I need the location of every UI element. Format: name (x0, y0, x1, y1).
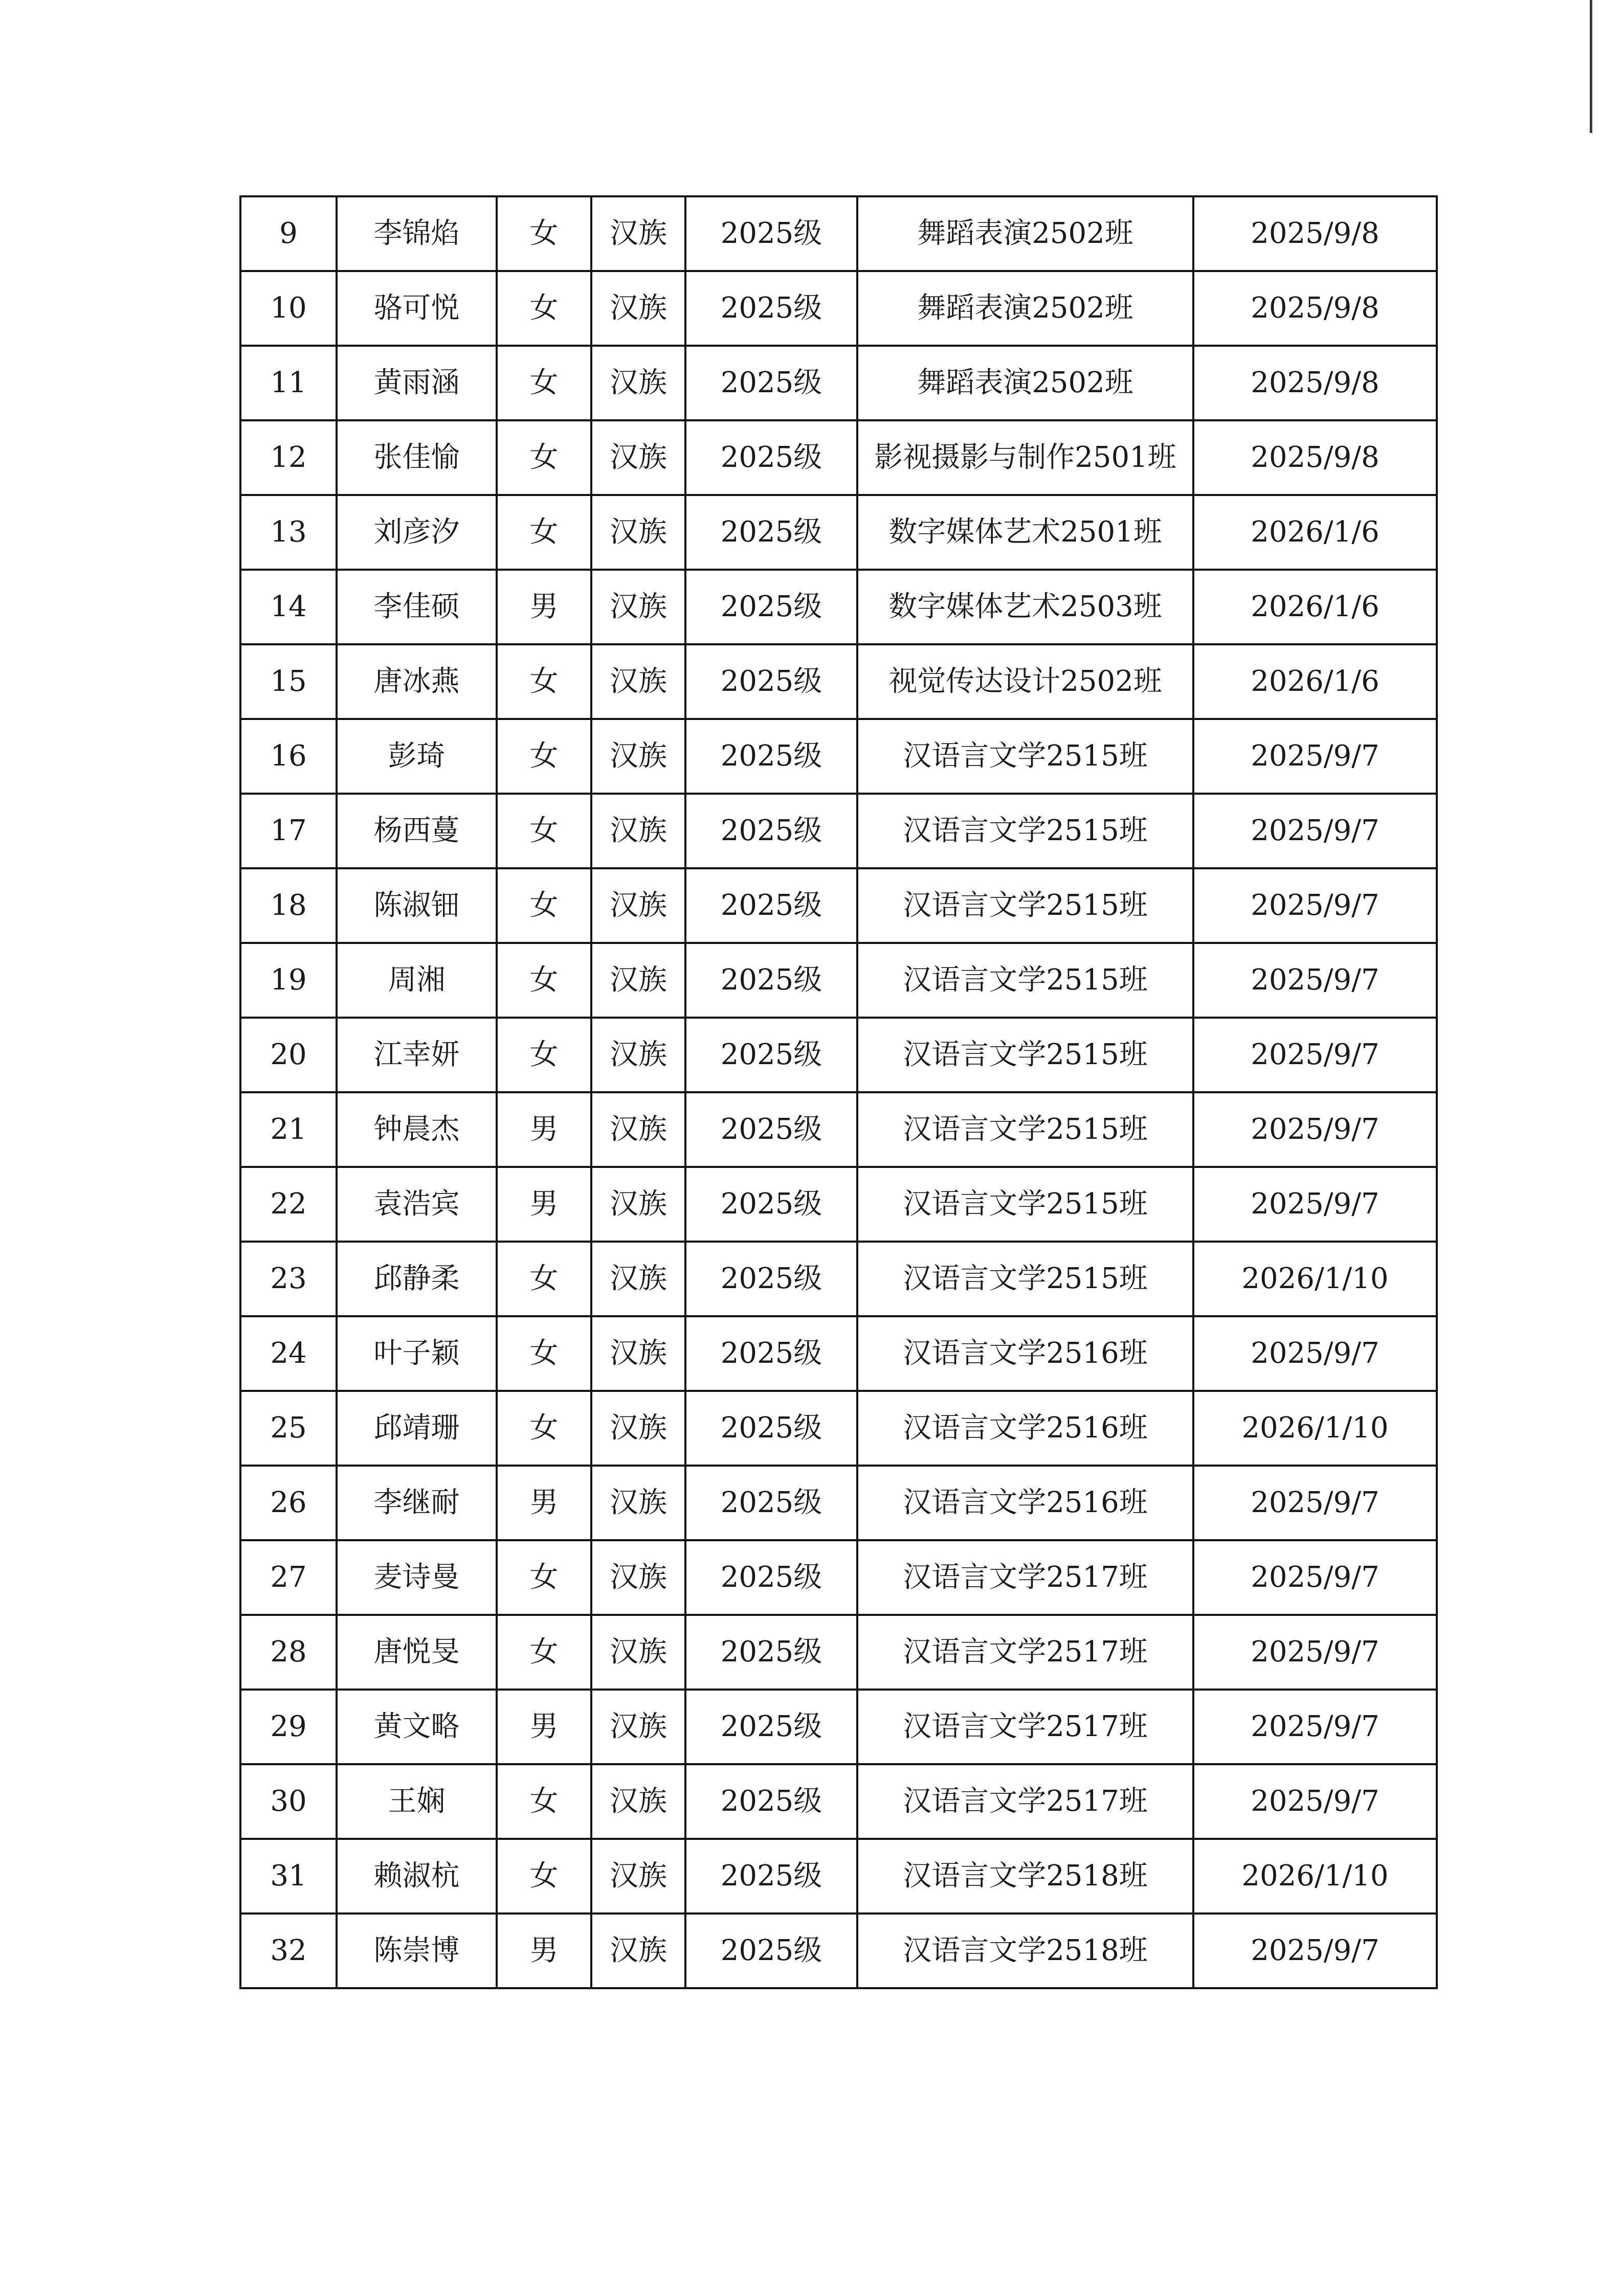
ethnicity-cell: 汉族 (591, 1839, 685, 1914)
table-row (240, 1316, 1437, 1391)
class-cell: 汉语言文学2517班 (857, 1615, 1193, 1690)
grade-cell: 2025级 (685, 1540, 857, 1615)
student-name-cell: 叶子颖 (337, 1316, 497, 1391)
grade-cell: 2025级 (685, 495, 857, 570)
row-number-cell: 23 (240, 1242, 337, 1316)
date-cell: 2026/1/6 (1193, 570, 1437, 644)
class-cell: 数字媒体艺术2501班 (857, 495, 1193, 570)
student-name-cell: 杨西蔓 (337, 794, 497, 868)
gender-cell: 女 (497, 794, 591, 868)
row-number-cell: 18 (240, 868, 337, 943)
class-cell: 汉语言文学2518班 (857, 1839, 1193, 1914)
class-cell: 汉语言文学2517班 (857, 1540, 1193, 1615)
gender-cell: 女 (497, 420, 591, 495)
gender-cell: 男 (497, 1466, 591, 1540)
table-row (240, 1167, 1437, 1242)
grade-cell: 2025级 (685, 1764, 857, 1839)
grade-cell: 2025级 (685, 1167, 857, 1242)
date-cell: 2025/9/7 (1193, 719, 1437, 794)
student-name-cell: 赖淑杭 (337, 1839, 497, 1914)
ethnicity-cell: 汉族 (591, 644, 685, 719)
table-row (240, 1914, 1437, 1988)
ethnicity-cell: 汉族 (591, 1540, 685, 1615)
date-cell: 2025/9/7 (1193, 1764, 1437, 1839)
row-number-cell: 12 (240, 420, 337, 495)
class-cell: 汉语言文学2516班 (857, 1391, 1193, 1466)
student-name-cell: 钟晨杰 (337, 1092, 497, 1167)
grade-cell: 2025级 (685, 644, 857, 719)
row-number-cell: 26 (240, 1466, 337, 1540)
scan-edge-mark (1590, 0, 1592, 133)
gender-cell: 女 (497, 868, 591, 943)
row-number-cell: 28 (240, 1615, 337, 1690)
ethnicity-cell: 汉族 (591, 1316, 685, 1391)
date-cell: 2025/9/7 (1193, 1167, 1437, 1242)
date-cell: 2025/9/7 (1193, 1018, 1437, 1092)
student-name-cell: 李锦焰 (337, 196, 497, 271)
class-cell: 影视摄影与制作2501班 (857, 420, 1193, 495)
student-name-cell: 陈淑钿 (337, 868, 497, 943)
grade-cell: 2025级 (685, 1690, 857, 1764)
table-row (240, 271, 1437, 346)
table-row (240, 346, 1437, 420)
class-cell: 汉语言文学2515班 (857, 1018, 1193, 1092)
ethnicity-cell: 汉族 (591, 1242, 685, 1316)
student-name-cell: 周湘 (337, 943, 497, 1018)
date-cell: 2025/9/7 (1193, 868, 1437, 943)
ethnicity-cell: 汉族 (591, 570, 685, 644)
date-cell: 2025/9/7 (1193, 1914, 1437, 1988)
table-row (240, 495, 1437, 570)
row-number-cell: 31 (240, 1839, 337, 1914)
class-cell: 汉语言文学2515班 (857, 1167, 1193, 1242)
date-cell: 2026/1/6 (1193, 495, 1437, 570)
table-row (240, 1092, 1437, 1167)
class-cell: 视觉传达设计2502班 (857, 644, 1193, 719)
student-name-cell: 江幸妍 (337, 1018, 497, 1092)
grade-cell: 2025级 (685, 420, 857, 495)
table-row (240, 1242, 1437, 1316)
class-cell: 汉语言文学2515班 (857, 1242, 1193, 1316)
grade-cell: 2025级 (685, 271, 857, 346)
ethnicity-cell: 汉族 (591, 495, 685, 570)
ethnicity-cell: 汉族 (591, 1764, 685, 1839)
ethnicity-cell: 汉族 (591, 1914, 685, 1988)
gender-cell: 女 (497, 1615, 591, 1690)
student-name-cell: 刘彦汐 (337, 495, 497, 570)
date-cell: 2025/9/8 (1193, 271, 1437, 346)
student-name-cell: 邱靖珊 (337, 1391, 497, 1466)
row-number-cell: 27 (240, 1540, 337, 1615)
grade-cell: 2025级 (685, 1466, 857, 1540)
grade-cell: 2025级 (685, 1914, 857, 1988)
ethnicity-cell: 汉族 (591, 868, 685, 943)
ethnicity-cell: 汉族 (591, 1466, 685, 1540)
grade-cell: 2025级 (685, 1839, 857, 1914)
gender-cell: 女 (497, 943, 591, 1018)
class-cell: 汉语言文学2516班 (857, 1466, 1193, 1540)
ethnicity-cell: 汉族 (591, 196, 685, 271)
ethnicity-cell: 汉族 (591, 1690, 685, 1764)
gender-cell: 女 (497, 1391, 591, 1466)
table-row (240, 868, 1437, 943)
ethnicity-cell: 汉族 (591, 943, 685, 1018)
gender-cell: 男 (497, 570, 591, 644)
row-number-cell: 17 (240, 794, 337, 868)
ethnicity-cell: 汉族 (591, 346, 685, 420)
grade-cell: 2025级 (685, 1316, 857, 1391)
table-row (240, 1690, 1437, 1764)
student-name-cell: 黄文略 (337, 1690, 497, 1764)
student-name-cell: 麦诗曼 (337, 1540, 497, 1615)
student-name-cell: 张佳愉 (337, 420, 497, 495)
ethnicity-cell: 汉族 (591, 1391, 685, 1466)
date-cell: 2025/9/7 (1193, 1540, 1437, 1615)
class-cell: 汉语言文学2515班 (857, 794, 1193, 868)
student-name-cell: 黄雨涵 (337, 346, 497, 420)
date-cell: 2025/9/7 (1193, 1615, 1437, 1690)
gender-cell: 男 (497, 1092, 591, 1167)
class-cell: 汉语言文学2515班 (857, 719, 1193, 794)
gender-cell: 女 (497, 1764, 591, 1839)
class-cell: 舞蹈表演2502班 (857, 271, 1193, 346)
grade-cell: 2025级 (685, 794, 857, 868)
table-row (240, 794, 1437, 868)
row-number-cell: 11 (240, 346, 337, 420)
grade-cell: 2025级 (685, 1018, 857, 1092)
gender-cell: 女 (497, 271, 591, 346)
row-number-cell: 15 (240, 644, 337, 719)
table-row (240, 644, 1437, 719)
gender-cell: 女 (497, 644, 591, 719)
grade-cell: 2025级 (685, 943, 857, 1018)
grade-cell: 2025级 (685, 196, 857, 271)
student-name-cell: 李佳硕 (337, 570, 497, 644)
gender-cell: 男 (497, 1690, 591, 1764)
gender-cell: 男 (497, 1167, 591, 1242)
table-row (240, 570, 1437, 644)
class-cell: 汉语言文学2518班 (857, 1914, 1193, 1988)
row-number-cell: 16 (240, 719, 337, 794)
grade-cell: 2025级 (685, 1391, 857, 1466)
ethnicity-cell: 汉族 (591, 794, 685, 868)
date-cell: 2026/1/10 (1193, 1839, 1437, 1914)
ethnicity-cell: 汉族 (591, 719, 685, 794)
student-name-cell: 李继耐 (337, 1466, 497, 1540)
date-cell: 2025/9/8 (1193, 196, 1437, 271)
date-cell: 2025/9/7 (1193, 1466, 1437, 1540)
student-name-cell: 袁浩宾 (337, 1167, 497, 1242)
table-row (240, 943, 1437, 1018)
row-number-cell: 29 (240, 1690, 337, 1764)
gender-cell: 女 (497, 1018, 591, 1092)
table-row (240, 196, 1437, 271)
date-cell: 2025/9/7 (1193, 943, 1437, 1018)
grade-cell: 2025级 (685, 719, 857, 794)
date-cell: 2025/9/7 (1193, 1690, 1437, 1764)
gender-cell: 女 (497, 1839, 591, 1914)
student-name-cell: 骆可悦 (337, 271, 497, 346)
gender-cell: 女 (497, 196, 591, 271)
gender-cell: 女 (497, 1316, 591, 1391)
ethnicity-cell: 汉族 (591, 420, 685, 495)
table-row (240, 1391, 1437, 1466)
grade-cell: 2025级 (685, 1615, 857, 1690)
class-cell: 舞蹈表演2502班 (857, 196, 1193, 271)
date-cell: 2026/1/10 (1193, 1391, 1437, 1466)
table-row (240, 420, 1437, 495)
row-number-cell: 24 (240, 1316, 337, 1391)
class-cell: 舞蹈表演2502班 (857, 346, 1193, 420)
ethnicity-cell: 汉族 (591, 1092, 685, 1167)
gender-cell: 女 (497, 1540, 591, 1615)
row-number-cell: 10 (240, 271, 337, 346)
student-name-cell: 唐冰燕 (337, 644, 497, 719)
gender-cell: 女 (497, 719, 591, 794)
row-number-cell: 30 (240, 1764, 337, 1839)
student-name-cell: 彭琦 (337, 719, 497, 794)
student-name-cell: 王娴 (337, 1764, 497, 1839)
row-number-cell: 21 (240, 1092, 337, 1167)
class-cell: 汉语言文学2515班 (857, 868, 1193, 943)
date-cell: 2025/9/7 (1193, 1316, 1437, 1391)
row-number-cell: 32 (240, 1914, 337, 1988)
date-cell: 2026/1/6 (1193, 644, 1437, 719)
table-row (240, 1540, 1437, 1615)
row-number-cell: 25 (240, 1391, 337, 1466)
class-cell: 汉语言文学2515班 (857, 1092, 1193, 1167)
student-name-cell: 唐悦旻 (337, 1615, 497, 1690)
gender-cell: 女 (497, 346, 591, 420)
table-row (240, 1018, 1437, 1092)
date-cell: 2025/9/8 (1193, 420, 1437, 495)
date-cell: 2025/9/7 (1193, 794, 1437, 868)
ethnicity-cell: 汉族 (591, 1615, 685, 1690)
ethnicity-cell: 汉族 (591, 1018, 685, 1092)
row-number-cell: 20 (240, 1018, 337, 1092)
roster-body (240, 196, 1437, 1988)
date-cell: 2025/9/8 (1193, 346, 1437, 420)
row-number-cell: 14 (240, 570, 337, 644)
date-cell: 2026/1/10 (1193, 1242, 1437, 1316)
student-roster-table (239, 195, 1438, 1989)
table-row (240, 1839, 1437, 1914)
date-cell: 2025/9/7 (1193, 1092, 1437, 1167)
class-cell: 汉语言文学2516班 (857, 1316, 1193, 1391)
gender-cell: 男 (497, 1914, 591, 1988)
grade-cell: 2025级 (685, 1242, 857, 1316)
row-number-cell: 13 (240, 495, 337, 570)
grade-cell: 2025级 (685, 346, 857, 420)
class-cell: 汉语言文学2517班 (857, 1764, 1193, 1839)
grade-cell: 2025级 (685, 1092, 857, 1167)
table-row (240, 1466, 1437, 1540)
grade-cell: 2025级 (685, 868, 857, 943)
class-cell: 数字媒体艺术2503班 (857, 570, 1193, 644)
ethnicity-cell: 汉族 (591, 271, 685, 346)
student-name-cell: 陈崇博 (337, 1914, 497, 1988)
student-name-cell: 邱静柔 (337, 1242, 497, 1316)
table-row (240, 1764, 1437, 1839)
table-row (240, 1615, 1437, 1690)
row-number-cell: 19 (240, 943, 337, 1018)
class-cell: 汉语言文学2515班 (857, 943, 1193, 1018)
gender-cell: 女 (497, 1242, 591, 1316)
table-row (240, 719, 1437, 794)
grade-cell: 2025级 (685, 570, 857, 644)
gender-cell: 女 (497, 495, 591, 570)
row-number-cell: 22 (240, 1167, 337, 1242)
ethnicity-cell: 汉族 (591, 1167, 685, 1242)
class-cell: 汉语言文学2517班 (857, 1690, 1193, 1764)
row-number-cell: 9 (240, 196, 337, 271)
